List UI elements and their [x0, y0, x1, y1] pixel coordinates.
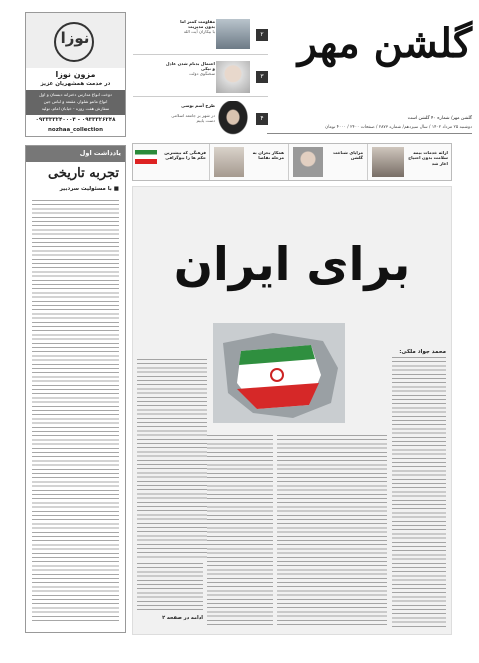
teaser-title: مقاومت کمتر اما بدون مدیریت [180, 19, 215, 30]
news-photo [214, 147, 244, 177]
ad-phone: ۰۹۳۳۳۲۶۲۴۸ - ۰۹۳۳۳۳۲۴۰۰۰۴ [35, 117, 116, 123]
teaser-2[interactable] [133, 57, 268, 97]
column-author: ■ با مسئولیت سردبیر [59, 186, 119, 192]
teaser-3[interactable] [133, 99, 268, 139]
column-header [26, 146, 125, 162]
teaser-photo [216, 19, 250, 49]
map-flag-graphic [213, 323, 345, 423]
body-column-middle-right [277, 435, 387, 627]
advertisement[interactable] [25, 12, 126, 137]
teaser-column [133, 15, 268, 140]
teaser-sub: سخنگوی دولت [189, 71, 215, 76]
teaser-number: ۴ [256, 113, 268, 125]
ad-desc-1: دوخت انواع مدارس دخترانه دبستان و اول [39, 92, 112, 97]
ad-tagline: در خدمت همشهریان عزیز [40, 81, 111, 87]
teaser-number: ۲ [256, 29, 268, 41]
main-headline: برای ایران [173, 237, 411, 291]
ad-desc-3: سفارش هفت روزه - خیابان امام، تولید [41, 106, 110, 111]
column-header-label: یادداشت اول [79, 149, 121, 157]
teaser-title: طرح آسم بوسی [181, 103, 215, 108]
news-title: همکار بحران به مرحله تقاضا [252, 150, 284, 161]
teaser-number: ۳ [256, 71, 268, 83]
masthead [262, 12, 472, 137]
issue-line: دوشنبه ۲۵ مرداد ۱۴۰۲ / سال سیزدهم/ شماره ۲۸۷۳ / صفحات ۲۴۰۰ / ۴۰۰۰ تومان [325, 125, 472, 130]
teaser-title: احتمال بدنام شدن عادل و نیکی [165, 61, 215, 72]
ad-desc-band [26, 90, 125, 115]
news-photo [293, 147, 323, 177]
masthead-rule [267, 133, 472, 134]
ad-desc-2: انواع مانتو شلوار، مقنعه و لباس جین [43, 99, 108, 104]
news-item-1[interactable] [367, 144, 451, 180]
editorial-column [25, 145, 126, 633]
news-title: مزایای شناخت گلشن [333, 150, 363, 161]
ad-instagram: nozhaa_collection [48, 127, 103, 133]
news-item-2[interactable] [288, 144, 366, 180]
ad-logo-box [26, 13, 125, 68]
lead-title: محمد جواد ملکی: [399, 349, 446, 355]
logo: گلشن مهر [297, 20, 472, 67]
body-column-left [137, 359, 207, 559]
news-strip [132, 143, 452, 181]
ad-brand: نوزا [60, 29, 90, 47]
masthead-subtitle: گلشن مهر/ شماره ۴۰ گلشن است [407, 116, 472, 121]
continue-label[interactable]: ادامه در صفحه ۲ [162, 615, 203, 621]
body-column-left-lower [137, 563, 203, 611]
map-image [213, 323, 345, 423]
column-body [32, 200, 119, 622]
news-title: ارائه خدمات بیمه سلامت بدون احتیاج اغاز شد [408, 150, 448, 166]
news-item-3[interactable] [209, 144, 287, 180]
teaser-sub: در شهر بر جامعه اسلامی دست یابیم [171, 113, 215, 124]
news-title: فرهنگی که بیشترین حکم ها را بیوگرافی [164, 150, 206, 161]
ad-title: مزون نوزا [55, 70, 96, 79]
flag-thumbnail [135, 150, 157, 164]
lead-body [392, 357, 446, 627]
news-item-4[interactable] [132, 144, 208, 180]
body-column-middle-left [207, 435, 273, 627]
teaser-sub: با بیکاران آیت الله [183, 29, 215, 34]
main-panel [132, 186, 452, 635]
teaser-photo [216, 61, 250, 93]
teaser-1[interactable] [133, 15, 268, 55]
teaser-photo [216, 101, 250, 137]
column-title: تجربه تاریخی [48, 166, 119, 181]
news-photo [372, 147, 404, 177]
